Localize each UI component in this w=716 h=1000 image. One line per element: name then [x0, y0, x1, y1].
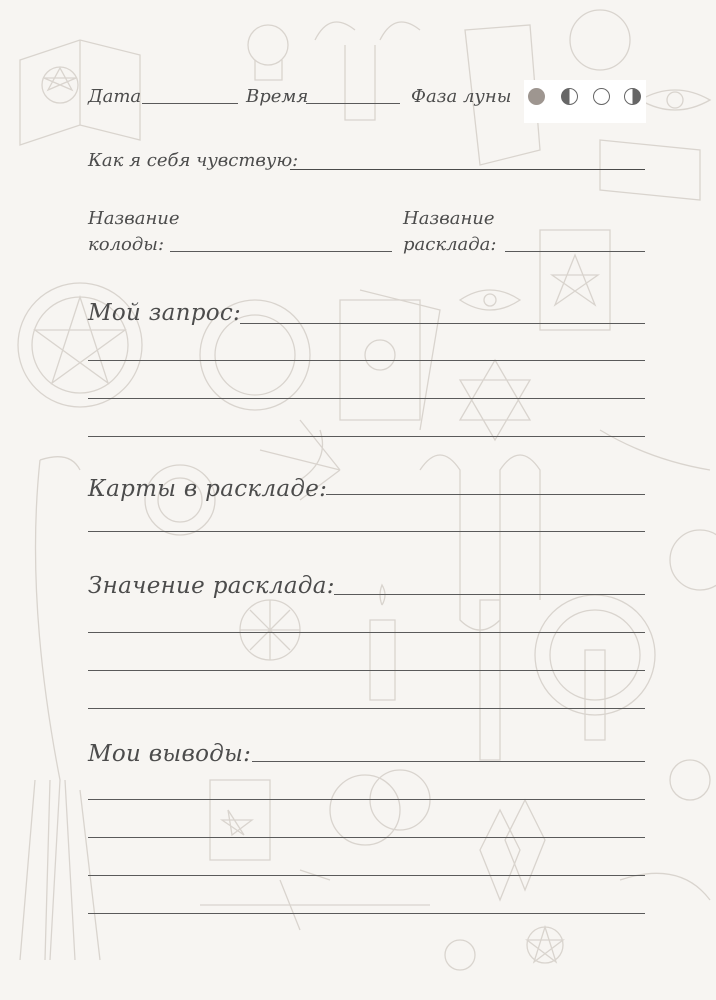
conclusions-line[interactable] — [88, 837, 645, 838]
last-quarter-icon[interactable] — [624, 88, 641, 105]
conclusions-line[interactable] — [88, 913, 645, 914]
date-label: Дата — [88, 86, 142, 107]
cards-section-title: Карты в раскладе: — [88, 476, 328, 502]
feeling-field[interactable] — [290, 169, 645, 170]
request-line[interactable] — [88, 398, 645, 399]
conclusions-line[interactable] — [252, 761, 645, 762]
first-quarter-icon[interactable] — [561, 88, 578, 105]
deck-name-field[interactable] — [170, 251, 392, 252]
deck-label-line1: Название — [88, 208, 180, 229]
new-moon-icon[interactable] — [593, 88, 610, 105]
moon-phase-label: Фаза луны — [411, 86, 512, 107]
conclusions-line[interactable] — [88, 799, 645, 800]
meaning-line[interactable] — [88, 632, 645, 633]
meaning-line[interactable] — [88, 670, 645, 671]
feeling-label: Как я себя чувствую: — [88, 150, 299, 171]
meaning-line[interactable] — [334, 594, 645, 595]
spread-name-label-line2: расклада: — [403, 234, 497, 255]
request-line[interactable] — [88, 360, 645, 361]
moon-phase-selector — [524, 80, 646, 123]
spread-name-label-line1: Название — [403, 208, 495, 229]
deck-label-line2: колоды: — [88, 234, 165, 255]
request-line[interactable] — [240, 323, 645, 324]
conclusions-section-title: Мои выводы: — [88, 741, 252, 767]
meaning-line[interactable] — [88, 708, 645, 709]
spread-name-field[interactable] — [505, 251, 645, 252]
date-field[interactable] — [142, 103, 238, 104]
request-line[interactable] — [88, 436, 645, 437]
cards-line[interactable] — [88, 531, 645, 532]
time-field[interactable] — [306, 103, 400, 104]
full-moon-icon[interactable] — [528, 88, 545, 105]
cards-line[interactable] — [326, 494, 645, 495]
time-label: Время — [246, 86, 309, 107]
meaning-section-title: Значение расклада: — [88, 573, 335, 599]
request-section-title: Мой запрос: — [88, 300, 242, 326]
conclusions-line[interactable] — [88, 875, 645, 876]
